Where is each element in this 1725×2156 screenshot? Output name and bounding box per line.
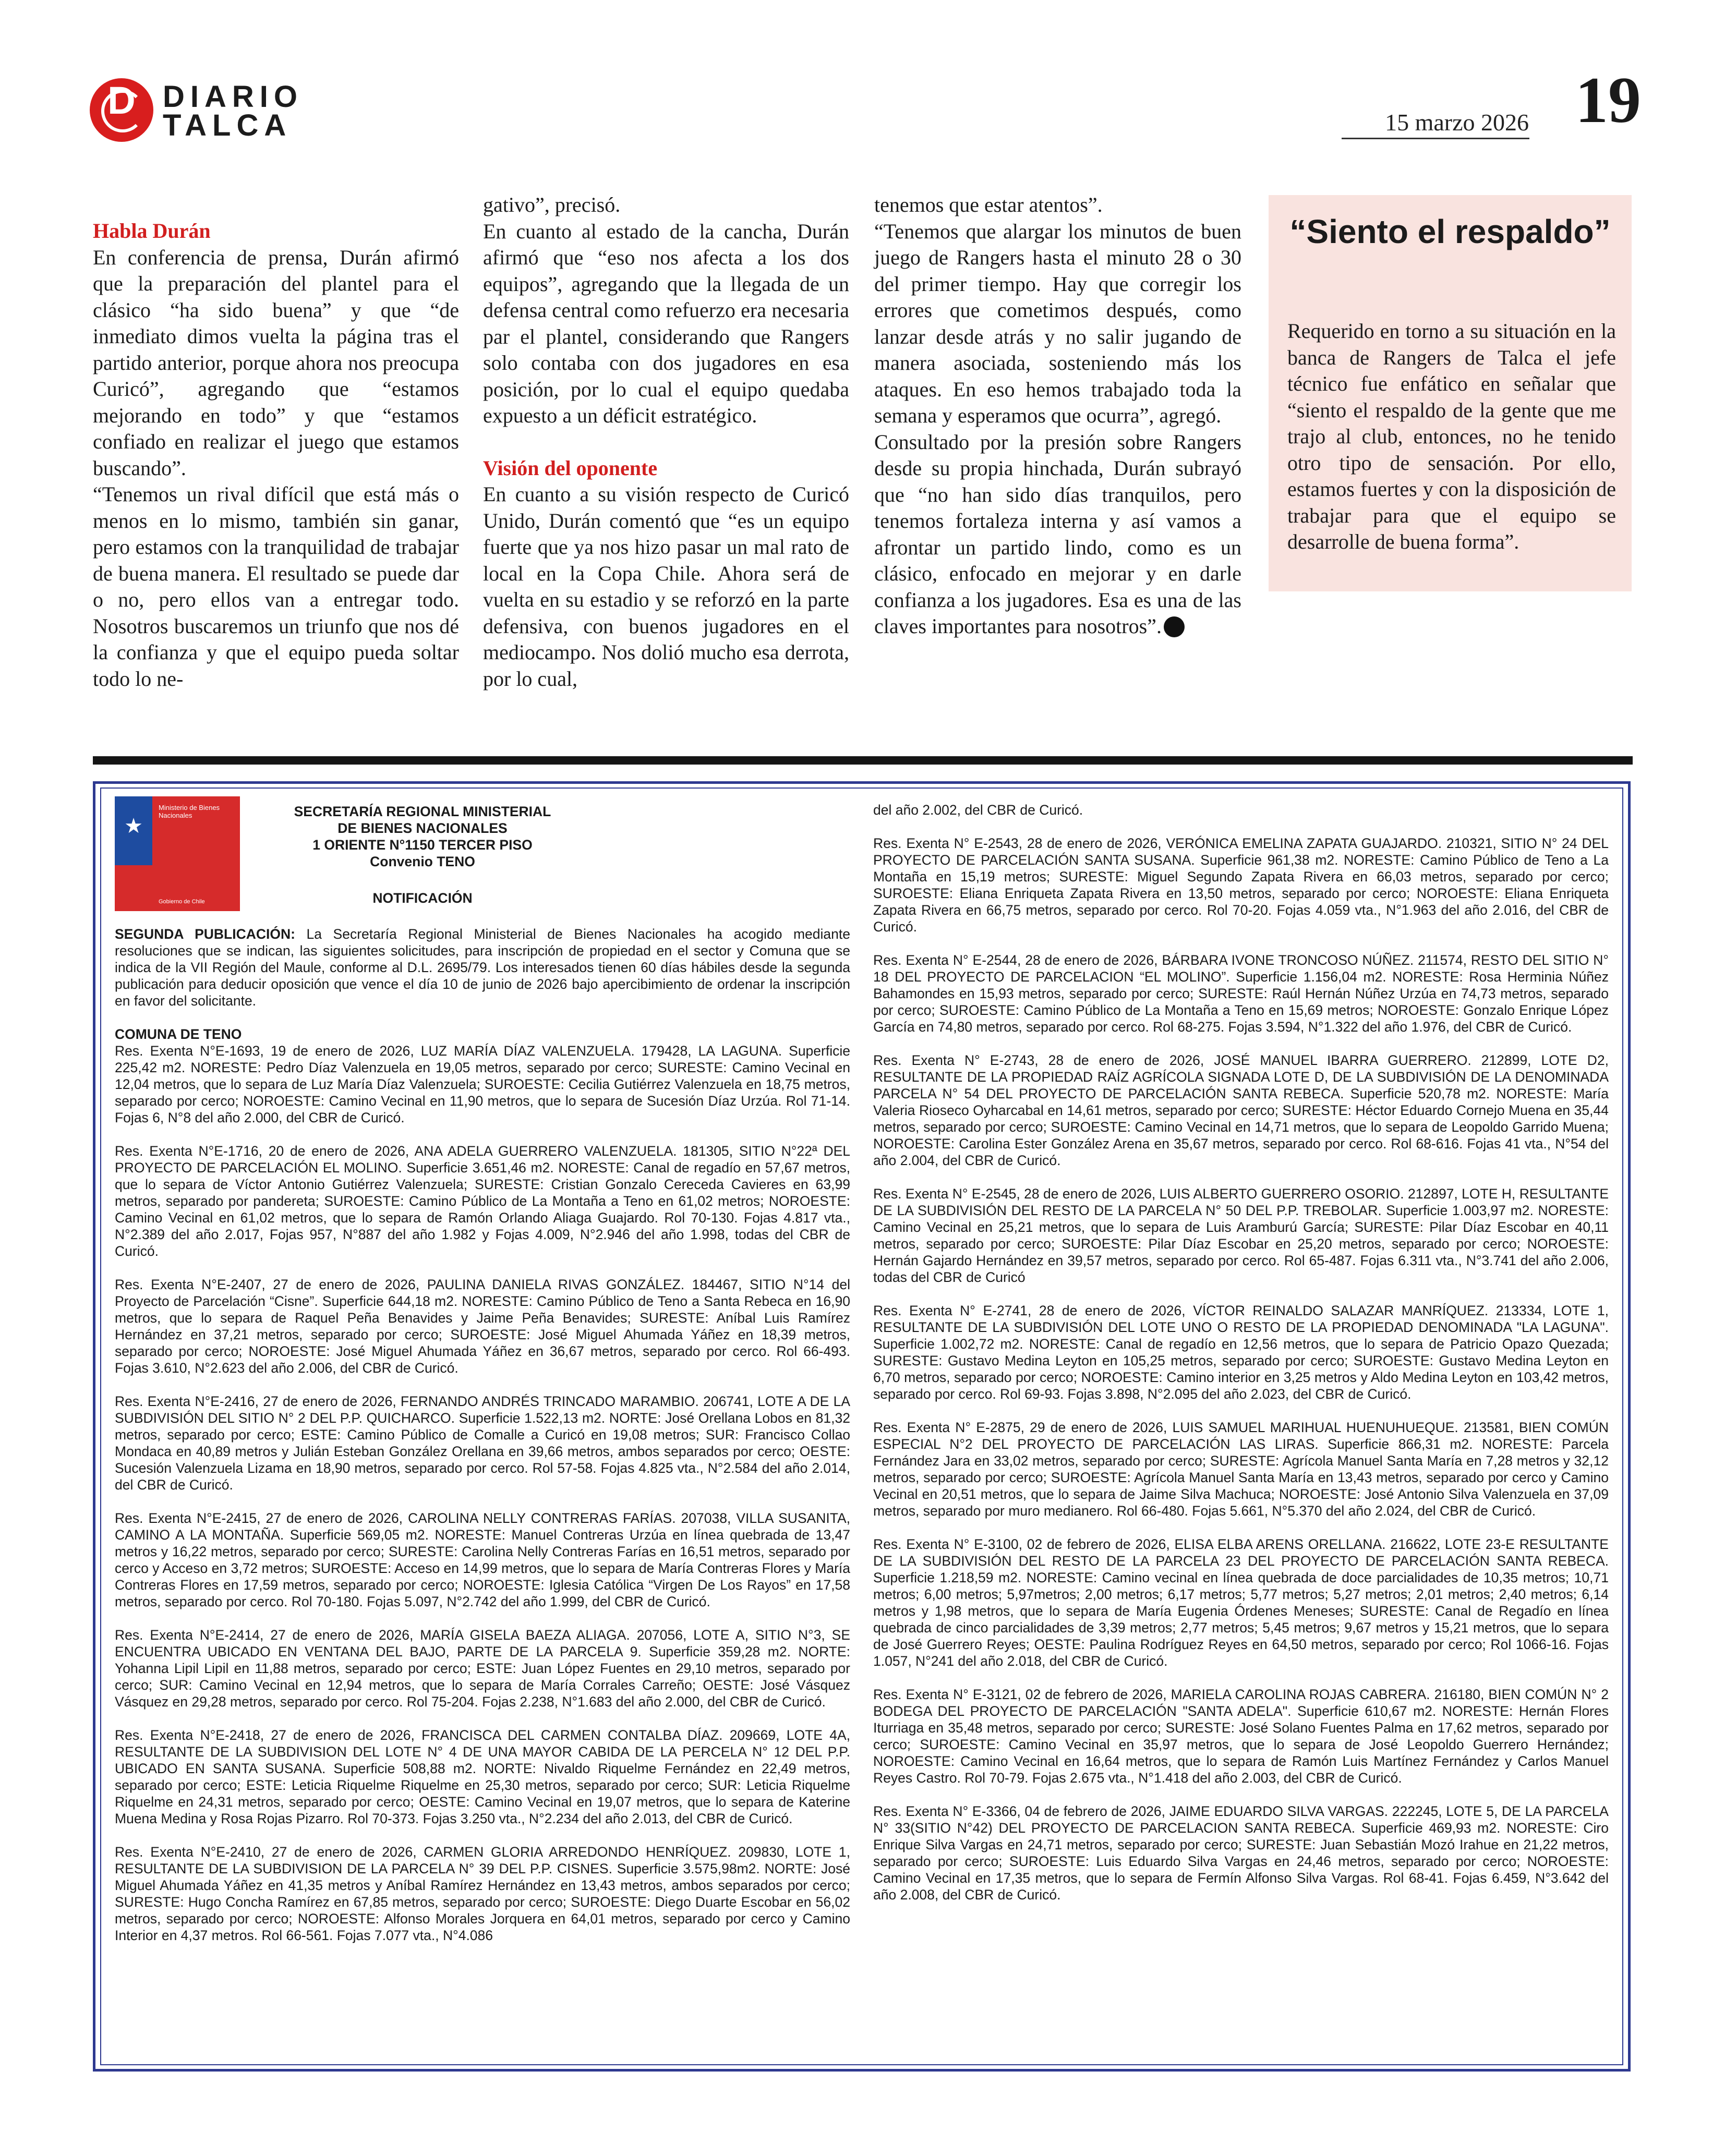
sidebar-title: “Siento el respaldo” — [1289, 213, 1611, 250]
commune-heading: COMUNA DE TENO — [115, 1026, 242, 1042]
notice-title: NOTIFICACIÓN — [372, 890, 473, 906]
notice-header-line: DE BIENES NACIONALES — [337, 820, 508, 836]
edition-date: 15 marzo 2026 — [1385, 109, 1529, 136]
notice-entry: Res. Exenta N°E-1693, 19 de enero de 2026, LUZ MARÍA DÍAZ VALENZUELA. 179428, LA LAGUNA. Superficie 225,42 m2. NORESTE: Pedro Díaz Valenzuela en 19,05 metros, separado por cerco; SURESTE: Camino Vecinal en 12,04 metros, que lo separa de Luz María Díaz Valenzuela; SUROESTE: Cecilia Gutiérrez Valenzuela en 18,75 metros, separado por cerco; NOROESTE: Camino Vecinal en 11,90 metros, que lo separa de Sucesión Díaz Urzúa. Rol 71-14. Fojas 6, N°8 del año 2.000, del CBR de Curicó. — [115, 1043, 850, 1125]
quote-sidebar — [1269, 195, 1632, 591]
notice-entry: Res. Exenta N° E-2875, 29 de enero de 2026, LUIS SAMUEL MARIHUAL HUENUHUEQUE. 213581, BIEN COMÚN ESPECIAL N°2 DEL PROYECTO DE PARCELACIÓN LAS LIRAS. Superficie 866,31 m2. NORESTE: Parcela Fernández Jara en 33,02 metros, separado por cerco; SURESTE: Agrícola Manuel Santa María en 7,28 metros y 32,12 metros, separado por cerco; SUROESTE: Agrícola Manuel Santa María en 13,43 metros, separado por cerco y Camino Vecinal en 20,51 metros, que lo separa de Jaime Silva Machuca; NOROESTE: José Antonio Silva Valenzuela en 37,09 metros, separado por muro medianero. Rol 66-480. Fojas 5.661, N°5.370 del año 2.024, del CBR de Curicó. — [873, 1420, 1609, 1519]
notice-header-line: SECRETARÍA REGIONAL MINISTERIAL — [294, 804, 551, 819]
notice-entry: Res. Exenta N° E-2544, 28 de enero de 2026, BÁRBARA IVONE TRONCOSO NÚÑEZ. 211574, RESTO DEL SITIO N° 18 DEL PROYECTO DE PARCELACION “EL MOLINO”. Superficie 1.156,04 m2. NORESTE: Rosa Herminia Núñez Bahamondes en 15,93 metros, separado por cerco; SURESTE: Raúl Hernán Núñez Urzúa en 74,73 metros, separado por cerco; SUROESTE: Camino Público de La Montaña a Teno en 15,69 metros; NOROESTE: Gonzalo Enrique López García en 74,80 metros, separado por cerco. Rol 68-275. Fojas 3.594, N°1.322 del año 1.976, del CBR de Curicó. — [873, 952, 1609, 1035]
article-subheading: Habla Durán — [93, 219, 211, 243]
article-paragraph: “Tenemos que alargar los minutos de buen juego de Rangers hasta el minuto 28 o 30 del primer tiempo. Hay que corregir los errores que cometimos después, como lanzar desde atrás y no salir jugando de manera asociada, sosteniendo más los ataques. En eso hemos trabajado toda la semana y esperamos que ocurra”, agregó. — [874, 219, 1241, 427]
notice-column-left — [115, 926, 850, 1944]
brand-name-line-2: TALCA — [163, 108, 292, 142]
notice-header — [292, 803, 553, 870]
notice-entry: Res. Exenta N°E-2418, 27 de enero de 2026, FRANCISCA DEL CARMEN CONTALBA DÍAZ. 209669, LOTE 4A, RESULTANTE DE LA SUBDIVISION DEL LOTE N° 4 DE UNA MAYOR CABIDA DE LA PERCELA N° 12 DEL P.P. UBICADO EN SANTA SUSANA. Superficie 508,88 m2. NORTE: Nivaldo Riquelme Fernández en 22,49 metros, separado por cerco; ESTE: Leticia Riquelme Riquelme en 25,30 metros, separado por cerco; SUR: Leticia Riquelme Riquelme en 24,31 metros, separado por cerco; OESTE: Camino Vecinal en 19,07 metros, que lo separa de Katerine Muena Medina y Rosa Rojas Pizarro. Rol 70-373. Fojas 3.250 vta., N°2.234 del año 2.013, del CBR de Curicó. — [115, 1727, 850, 1826]
article-paragraph — [874, 429, 1241, 640]
article-column-3 — [874, 192, 1241, 640]
notice-intro — [115, 926, 850, 1009]
notice-header-line: 1 ORIENTE N°1150 TERCER PISO — [312, 837, 533, 853]
article-column-2 — [483, 192, 849, 692]
notice-entry: Res. Exenta N°E-2407, 27 de enero de 2026, PAULINA DANIELA RIVAS GONZÁLEZ. 184467, SITIO N°14 del Proyecto de Parcelación “Cisne”. Superficie 644,18 m2. NORESTE: Camino Público de Teno a Santa Rebeca en 16,90 metros, que lo separa de Raquel Peña Benavides y Jaime Peña Benavides; SURESTE: Aníbal Luis Ramírez Hernández en 37,21 metros, separado por cerco; SUROESTE: José Miguel Ahumada Yáñez en 18,39 metros, separado por cerco; NOROESTE: José Miguel Ahumada Yáñez en 36,67 metros, separado por cerco. Rol 66-493. Fojas 3.610, N°2.623 del año 2.006, del CBR de Curicó. — [115, 1277, 850, 1376]
star-icon: ★ — [124, 814, 143, 838]
notice-entry: Res. Exenta N°E-1716, 20 de enero de 2026, ANA ADELA GUERRERO VALENZUELA. 181305, SITIO N°22ª DEL PROYECTO DE PARCELACIÓN EL MOLINO. Superficie 3.651,46 m2. NORESTE: Canal de regadío en 57,67 metros, que lo separa de Víctor Antonio Gutiérrez Valenzuela; SURESTE: Cristian Gonzalo Cereceda Cavieres en 63,99 metros, separado por pandereta; SUROESTE: Camino Público de La Montaña a Teno en 61,02 metros; NOROESTE: Camino Vecinal en 61,02 metros, que lo separa de Ramón Orlando Aliaga Guajardo. Rol 70-130. Fojas 4.817 vta., N°2.389 del año 2.017, Fojas 957, N°887 del año 1.982 y Fojas 4.009, N°2.946 del año 1.998, todas del CBR de Curicó. — [115, 1143, 850, 1259]
notice-entry: Res. Exenta N° E-2741, 28 de enero de 2026, VÍCTOR REINALDO SALAZAR MANRÍQUEZ. 213334, LOTE 1, RESULTANTE DE LA SUBDIVISIÓN DEL LOTE UNO O RESTO DE LA PROPIEDAD DENOMINADA "LA LAGUNA". Superficie 1.002,72 m2. NORESTE: Canal de regadío en 12,56 metros, que lo separa de Patricio Opazo Quezada; SURESTE: Gustavo Medina Leyton en 105,25 metros, separado por cerco; SUROESTE: Gustavo Medina Leyton en 6,70 metros, separado por cerco; NOROESTE: Camino interior en 3,25 metros y Aldo Medina Leyton en 103,42 metros, separado por cerco. Rol 69-93. Fojas 3.898, N°2.095 del año 2.023, del CBR de Curicó. — [873, 1303, 1609, 1402]
ministry-logo-government: Gobierno de Chile — [159, 899, 205, 905]
notice-entry: Res. Exenta N° E-3366, 04 de febrero de 2026, JAIME EDUARDO SILVA VARGAS. 222245, LOTE 5, DE LA PARCELA N° 33(SITIO N°42) DEL PROYECTO DE PARCELACION SANTA REBECA. Superficie 469,93 m2. NORESTE: Ciro Enrique Silva Vargas en 24,71 metros, separado por cerco; SURESTE: Juan Sebastián Mozó Irahue en 21,22 metros, separado por cerco; SUROESTE: Luis Eduardo Silva Vargas en 24,46 metros, separado por cerco; NOROESTE: Camino Vecinal en 17,35 metros, que lo separa de Fermín Alfonso Silva Vargas. Rol 68-41. Fojas 6.459, N°3.642 del año 2.008, del CBR de Curicó. — [873, 1803, 1609, 1903]
article-subheading: Visión del oponente — [483, 456, 658, 480]
sidebar-text: Requerido en torno a su situación en la banca de Rangers de Talca el jefe técnico fue enfático en señalar que “siento el respaldo de la gente que me trajo al club, entonces, no he tenido otro tipo de sensación. Por ello, estamos fuertes y con la disposición de trabajar para que el equipo se desarrolle de buena forma”. — [1287, 319, 1616, 553]
ministry-logo-name: Ministerio de Bienes Nacionales — [159, 804, 220, 819]
article-paragraph: En cuanto a su visión respecto de Curicó Unido, Durán comentó que “es un equipo fuerte que ya nos hizo pasar un mal rato de local en la Copa Chile. Ahora será de vuelta en su estadio y se reforzó en la parte defensiva, con buenos jugadores en el mediocampo. Nos dolió mucho esa derrota, por lo cual, — [483, 482, 849, 691]
newspaper-logo-icon — [90, 78, 153, 142]
notice-intro-label: SEGUNDA PUBLICACIÓN: — [115, 926, 295, 942]
notice-entry: Res. Exenta N° E-3121, 02 de febrero de 2026, MARIELA CAROLINA ROJAS CABRERA. 216180, BIEN COMÚN N° 2 BODEGA DEL PROYECTO DE PARCELACIÓN "SANTA ADELA". Superficie 610,67 m2. NORESTE: Hernán Flores Iturriaga en 35,48 metros, separado por cerco; SURESTE: José Solano Fuentes Palma en 17,62 metros, separado por cerco; SUROESTE: Camino Vecinal en 35,97 metros, que lo separa de José Leopoldo Guerrero Hernández; NOROESTE: Camino Vecinal en 16,64 metros, que lo separa de Ramón Luis Martínez Fernández y Carlos Manuel Reyes Castro. Rol 70-79. Fojas 2.675 vta., N°1.418 del año 2.003, del CBR de Curicó. — [873, 1687, 1609, 1786]
page-number: 19 — [1575, 64, 1641, 137]
notice-entry: Res. Exenta N° E-2545, 28 de enero de 2026, LUIS ALBERTO GUERRERO OSORIO. 212897, LOTE H, RESULTANTE DE LA SUBDIVISIÓN DEL RESTO DE LA PARCELA N° 50 DEL P.P. TREBOLAR. Superficie 1.003,97 m2. NORESTE: Camino Vecinal en 25,21 metros, que lo separa de Luis Aramburú García; SURESTE: Pilar Díaz Escobar en 40,11 metros, separado por cerco; SUROESTE: Pilar Díaz Escobar en 25,20 metros, separado por cerco; NOROESTE: Hernán Gajardo Hernández en 39,57 metros, separado por cerco. Rol 65-487. Fojas 6.311 vta., N°3.741 del año 2.006, todas del CBR de Curicó — [873, 1186, 1609, 1285]
article-paragraph: tenemos que estar atentos”. — [874, 193, 1103, 216]
notice-entry-continuation: del año 2.002, del CBR de Curicó. — [873, 802, 1083, 818]
notice-entry: Res. Exenta N°E-2414, 27 de enero de 2026, MARÍA GISELA BAEZA ALIAGA. 207056, LOTE A, SITIO N°3, SE ENCUENTRA UBICADO EN VENTANA DEL BAJO, PARTE DE LA PARCELA 9. Superficie 359,28 m2. NORTE: Yohanna Lipil Lipil en 11,88 metros, separado por cerco; ESTE: Juan López Fuentes en 29,10 metros, separado por cerco; SUR: Camino Vecinal en 12,94 metros, que lo separa de María Corrales Carreño; OESTE: José Vásquez Vásquez en 29,28 metros, separado por cerco. Rol 75-204. Fojas 2.238, N°1.683 del año 2.000, del CBR de Curicó. — [115, 1627, 850, 1710]
article-paragraph: En conferencia de prensa, Durán afirmó que la preparación del plantel para el clásico “ha sido buena” y que “de inmediato dimos vuelta la página tras el partido anterior, porque ahora nos preocupa Curicó”, agregando que “estamos mejorando en todo” y que “estamos confiado en realizar el juego que estamos buscando”. — [93, 245, 459, 480]
brand-name-line-1: DIARIO — [163, 80, 303, 114]
notice-header-line: Convenio TENO — [370, 854, 475, 869]
article-paragraph-text: Consultado por la presión sobre Rangers desde su propia hinchada, Durán subrayó que “no han sido días tranquilos, pero tenemos fortaleza interna y así vamos a afrontar un partido lindo, como es un clásico, enfocado en mejorar y en darle confianza a los jugadores. Esa es una de las claves importantes para nosotros”. — [874, 430, 1241, 638]
article-paragraph: En cuanto al estado de la cancha, Durán afirmó que “eso nos afecta a los dos equipos”, agregando que la llegada de un defensa central como refuerzo era necesaria par el plantel, considerando que Rangers solo contaba con dos jugadores en esa posición, por lo cual el equipo quedaba expuesto a un déficit estratégico. — [483, 219, 849, 427]
section-divider — [93, 756, 1633, 765]
notice-entry: Res. Exenta N° E-2543, 28 de enero de 2026, VERÓNICA EMELINA ZAPATA GUAJARDO. 210321, SITIO N° 24 DEL PROYECTO DE PARCELACIÓN SANTA SUSANA. Superficie 961,38 m2. NORESTE: Camino Público de Teno a La Montaña en 15,19 metros; SURESTE: Miguel Segundo Zapata Rivera en 66,03 metros, separado por cerco; SUROESTE: Eliana Enriqueta Zapata Rivera en 13,50 metros, separado por cerco; NOROESTE: Eliana Enriqueta Zapata Rivera en 66,75 metros, separado por cerco. Rol 70-20. Fojas 4.059 vta., N°1.963 del año 2.016, del CBR de Curicó. — [873, 835, 1609, 935]
notice-entry: Res. Exenta N° E-2743, 28 de enero de 2026, JOSÉ MANUEL IBARRA GUERRERO. 212899, LOTE D2, RESULTANTE DE LA PROPIEDAD RAÍZ AGRÍCOLA SIGNADA LOTE D, DE LA SUBDIVISIÓN DE LA DENOMINADA PARCELA N° 54 DEL PROYECTO DE PARCELACIÓN SANTA REBECA. Superficie 520,78 m2. NORESTE: María Valeria Rioseco Oyharcabal en 14,61 metros, separado por cerco; SURESTE: Héctor Eduardo Cornejo Muena en 35,44 metros, separado por cerco; SUROESTE: Camino Vecinal en 14,71 metros, que lo separa de Leopoldo Garrido Muena; NOROESTE: Carolina Ester González Arena en 35,67 metros, separado por cerco. Rol 68-616. Fojas 41 vta., N°54 del año 2.004, del CBR de Curicó. — [873, 1052, 1609, 1168]
notice-entry: Res. Exenta N°E-2410, 27 de enero de 2026, CARMEN GLORIA ARREDONDO HENRÍQUEZ. 209830, LOTE 1, RESULTANTE DE LA SUBDIVISION DE LA PARCELA N° 39 DEL P.P. CISNES. Superficie 3.575,98m2. NORTE: José Miguel Ahumada Yáñez en 41,35 metros y Aníbal Ramírez Hernández en 13,43 metros, ambos separados por cerco; SURESTE: Hugo Concha Ramírez en 67,85 metros, separado por cerco; SUROESTE: Diego Duarte Escobar en 56,02 metros, separado por cerco; NOROESTE: Alfonso Morales Jorquera en 64,01 metros, separado por cerco y Camino Interior en 4,37 metros. Rol 66-561. Fojas 7.077 vta., N°4.086 — [115, 1844, 850, 1943]
notice-entry: Res. Exenta N°E-2416, 27 de enero de 2026, FERNANDO ANDRÉS TRINCADO MARAMBIO. 206741, LOTE A DE LA SUBDIVISIÓN DEL SITIO N° 2 DEL P.P. QUICHARCO. Superficie 1.522,13 m2. NORTE: José Orellana Lobos en 81,32 metros, separado por cerco; ESTE: Camino Público de Comalle a Curicó en 19,08 metros; SUR: Francisco Collao Mondaca en 40,89 metros y Julián Esteban González Orellana en 39,66 metros, ambos separados por cerco; OESTE: Sucesión Valenzuela Lizama en 18,90 metros, separado por cerco. Rol 57-58. Fojas 4.825 vta., N°2.584 del año 2.014, del CBR de Curicó. — [115, 1394, 850, 1493]
ministry-logo — [115, 796, 240, 911]
date-underline — [1342, 138, 1529, 139]
article-column-1 — [93, 218, 459, 692]
article-paragraph: “Tenemos un rival difícil que está más o menos en lo mismo, también sin ganar, pero estamos con la tranquilidad de trabajar de buena manera. El resultado se puede dar o no, pero ellos van a entregar todo. Nosotros buscaremos un triunfo que nos dé la confianza y que el equipo pueda soltar todo lo ne- — [93, 482, 459, 691]
end-of-article-icon — [1164, 616, 1185, 637]
notice-entry: Res. Exenta N° E-3100, 02 de febrero de 2026, ELISA ELBA ARENS ORELLANA. 216622, LOTE 23-E RESULTANTE DE LA SUBDIVISIÓN DEL RESTO DE LA PARCELA 23 DEL PROYECTO DE PARCELACIÓN SANTA REBECA. Superficie 1.218,59 m2. NORESTE: Camino vecinal en línea quebrada de doce parcialidades de 10,35 metros; 10,71 metros; 6,00 metros; 5,97metros; 2,00 metros; 6,17 metros; 5,77 metros; 5,27 metros; 2,01 metros; 2,40 metros; 6,14 metros y 1,98 metros, que lo separa de María Eugenia Órdenes Meneses; SURESTE: Canal de Regadío en línea quebrada de cinco parcialidades de 3,39 metros; 2,77 metros; 5,45 metros; 9,67 metros y 15,21 metros, que lo separa de José Guerrero Reyes; OESTE: Paulina Rodríguez Reyes en 64,50 metros, separado por cerco; Rol 1066-16. Fojas 1.057, N°241 del año 2.018, del CBR de Curicó. — [873, 1536, 1609, 1669]
notice-entry: Res. Exenta N°E-2415, 27 de enero de 2026, CAROLINA NELLY CONTRERAS FARÍAS. 207038, VILLA SUSANITA, CAMINO A LA MONTAÑA. Superficie 569,05 m2. NORESTE: Manuel Contreras Urzúa en línea quebrada de 13,47 metros y 16,22 metros, separado por cerco; SURESTE: Carolina Nelly Contreras Farías en 16,51 metros, separado por cerco y Acceso en 3,72 metros; SUROESTE: Acceso en 14,99 metros, que lo separa de María Contreras Flores y María Contreras Flores en 17,59 metros, separado por cerco; NOROESTE: Iglesia Católica “Virgen De Los Rayos” en 17,58 metros, separado por cerco. Rol 70-180. Fojas 5.097, N°2.742 del año 1.999, del CBR de Curicó. — [115, 1510, 850, 1609]
notice-intro-text: La Secretaría Regional Ministerial de Bienes Nacionales ha acogido mediante resoluciones que se indican, las siguientes solicitudes, para inscripción de propiedad en el sector y Comuna que se indica de la VII Región del Maule, conforme al D.L. 2695/79. Los interesados tienen 60 días hábiles desde la segunda publicación para deducir oposición que vence el día 10 de junio de 2026 bajo apercibimiento de ordenar la inscripción en favor del solicitante. — [115, 926, 850, 1009]
logo-letter: D — [107, 79, 136, 122]
notice-column-right — [873, 802, 1609, 1903]
article-paragraph: gativo”, precisó. — [483, 193, 621, 216]
